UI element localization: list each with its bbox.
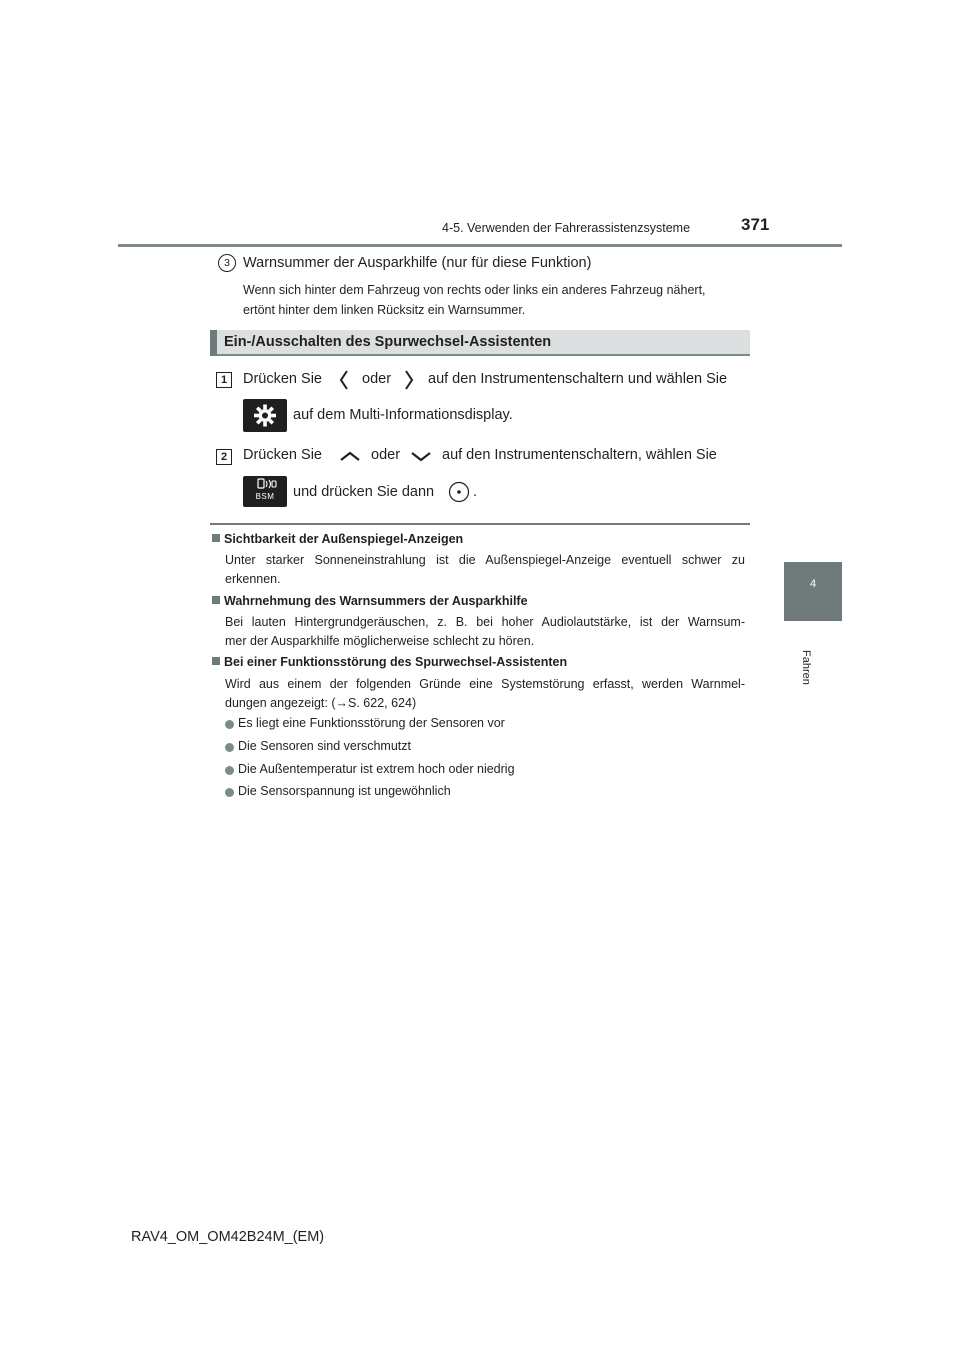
item-marker-3: 3 xyxy=(218,254,236,272)
chevron-right-icon xyxy=(403,369,415,391)
bullet-item-3: Die Außentemperatur ist extrem hoch oder niedrig xyxy=(238,762,515,776)
bsm-icon-label: BSM xyxy=(255,492,275,501)
note-1-line1: Unter starker Sonneneinstrahlung ist die Außenspiegel-Anzeige eventuell schwer zu xyxy=(225,553,745,567)
step-marker-2: 2 xyxy=(216,449,232,465)
note-heading-3-text: Bei einer Funktionsstörung des Spurwechsel-Assistenten xyxy=(224,655,568,669)
enter-button-icon xyxy=(448,481,470,503)
step-2-period: . xyxy=(473,484,478,500)
step-1-text-c: auf den Instrumentenschaltern und wählen Sie xyxy=(428,371,728,387)
item-3-desc-line2: ertönt hinter dem linken Rücksitz ein Warnsummer. xyxy=(243,303,526,317)
note-marker xyxy=(212,657,220,665)
page-number: 371 xyxy=(741,215,770,234)
note-2-line2: mer der Ausparkhilfe möglicherweise schlecht zu hören. xyxy=(225,634,535,648)
chevron-left-icon xyxy=(338,369,350,391)
header-rule xyxy=(118,244,842,247)
step-2-text-c: auf den Instrumentenschaltern, wählen Sie xyxy=(442,447,717,463)
chapter-tab-label: Fahren xyxy=(800,650,812,685)
chapter-tab-number: 4 xyxy=(809,578,817,590)
note-3-line2: dungen angezeigt: (→S. 622, 624) xyxy=(225,696,417,710)
note-heading-3 xyxy=(212,655,567,669)
footer-code: RAV4_OM_OM42B24M_(EM) xyxy=(131,1229,325,1245)
note-marker xyxy=(212,596,220,604)
item-3-title: Warnsummer der Ausparkhilfe (nur für diese Funktion) xyxy=(243,255,592,271)
bullet-dot xyxy=(225,788,234,797)
bullet-dot xyxy=(225,720,234,729)
note-heading-1-text: Sichtbarkeit der Außenspiegel-Anzeigen xyxy=(224,532,464,546)
bullet-dot xyxy=(225,766,234,775)
step-2-text-a: Drücken Sie xyxy=(243,447,322,463)
settings-gear-icon xyxy=(243,399,287,432)
note-heading-1 xyxy=(212,532,463,546)
bullet-dot xyxy=(225,743,234,752)
bullet-item-2: Die Sensoren sind verschmutzt xyxy=(238,739,411,753)
bsm-icon xyxy=(243,476,287,507)
section-heading-accent xyxy=(210,330,217,356)
chevron-down-icon xyxy=(409,449,433,463)
chevron-up-icon xyxy=(338,449,362,463)
bullet-item-1: Es liegt eine Funktionsstörung der Sensoren vor xyxy=(238,716,505,730)
step-1-line2: auf dem Multi-Informationsdisplay. xyxy=(293,407,513,423)
note-3-line1: Wird aus einem der folgenden Gründe eine Systemstörung erfasst, werden Warnmel- xyxy=(225,677,745,691)
step-marker-1: 1 xyxy=(216,372,232,388)
note-heading-2 xyxy=(212,594,528,608)
section-heading: Ein-/Ausschalten des Spurwechsel-Assistenten xyxy=(224,334,552,350)
bullet-item-4: Die Sensorspannung ist ungewöhnlich xyxy=(238,784,451,798)
step-1-text-a: Drücken Sie xyxy=(243,371,322,387)
note-heading-2-text: Wahrnehmung des Warnsummers der Ausparkhilfe xyxy=(224,594,528,608)
step-2-line2: und drücken Sie dann xyxy=(293,484,435,500)
running-header-section: 4-5. Verwenden der Fahrerassistenzsysteme xyxy=(442,221,691,235)
chapter-tab xyxy=(784,562,842,621)
note-marker xyxy=(212,534,220,542)
note-1-line2: erkennen. xyxy=(225,572,281,586)
item-3-desc-line1: Wenn sich hinter dem Fahrzeug von rechts oder links ein anderes Fahrzeug nähert, xyxy=(243,283,706,297)
section-end-rule xyxy=(210,523,750,525)
step-1-text-b: oder xyxy=(362,371,392,387)
step-2-text-b: oder xyxy=(371,447,401,463)
note-2-line1: Bei lauten Hintergrundgeräuschen, z. B. bei hoher Audiolautstärke, ist der Warnsum- xyxy=(225,615,745,629)
